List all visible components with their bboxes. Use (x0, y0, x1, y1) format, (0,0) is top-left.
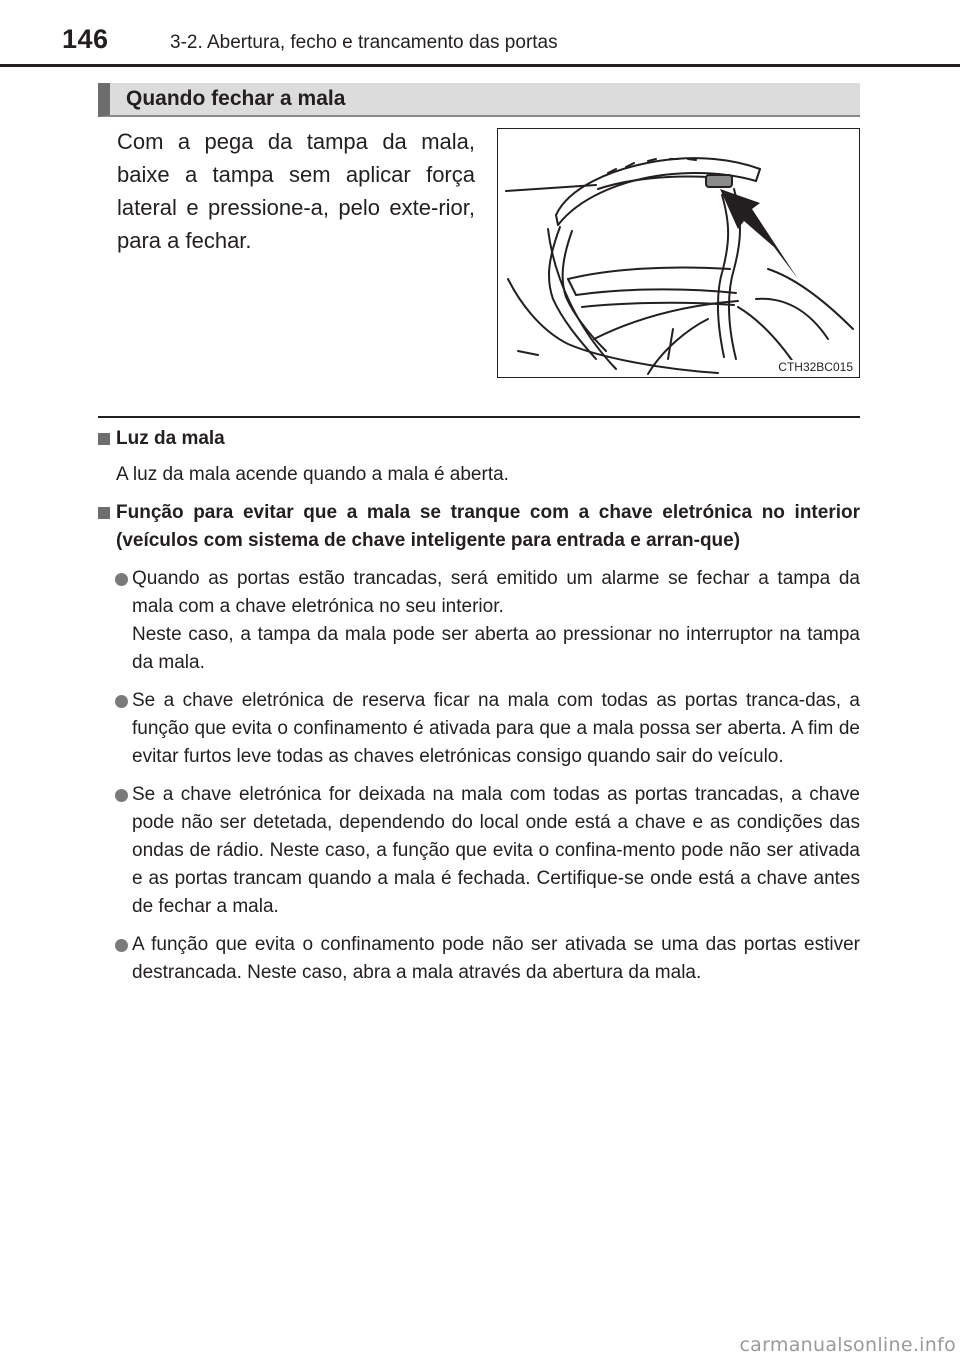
list-item-text: Se a chave eletrónica for deixada na mala com todas as portas trancadas, a chave pode não ser detetada, dependendo do local onde está a chave e as condições das ondas de rádio. Neste caso, a função que evita o confina-mento pode não ser ativada e as portas trancam quando a mala é fechada. Certifique-se onde está a chave antes de fechar a mala. (132, 784, 860, 917)
note-heading-text: Função para evitar que a mala se tranque com a chave eletrónica no interior (veículos com sistema de chave inteligente para entrada e arran-que) (116, 502, 860, 551)
square-bullet-icon (98, 433, 110, 445)
chapter-title: 3-2. Abertura, fecho e trancamento das portas (170, 32, 558, 53)
round-bullet-icon (115, 573, 128, 586)
section-title: Quando fechar a mala (126, 87, 346, 110)
list-item-text: A função que evita o confinamento pode não ser ativada se uma das portas estiver destrancada. Neste caso, abra a mala através da abertura da mala. (132, 934, 860, 983)
pointer-arrow-icon (720, 189, 798, 279)
square-bullet-icon (98, 507, 110, 519)
header-rule (0, 64, 960, 67)
section-header (98, 83, 860, 117)
round-bullet-icon (115, 939, 128, 952)
list-item-text: Quando as portas estão trancadas, será emitido um alarme se fechar a tampa da mala com a chave eletrónica no seu interior. (132, 568, 860, 617)
page-number: 146 (62, 24, 109, 54)
notes-section (98, 425, 860, 987)
list-item (98, 781, 860, 921)
list-item (98, 687, 860, 771)
list-item (98, 931, 860, 987)
section-divider (98, 416, 860, 418)
intro-text: Com a pega da tampa da mala, baixe a tampa sem aplicar força lateral e pressione-a, pelo exte-rior, para a fechar. (117, 129, 475, 253)
figure-code: CTH32BC015 (778, 360, 853, 374)
note-heading-trunk-light (98, 425, 860, 453)
note-body-trunk-light: A luz da mala acende quando a mala é aberta. (116, 464, 509, 485)
list-item-continuation: Neste caso, a tampa da mala pode ser aberta ao pressionar no interruptor na tampa da mala. (132, 624, 860, 673)
trunk-lid-drawing (498, 129, 860, 378)
list-item-text: Se a chave eletrónica de reserva ficar na mala com todas as portas tranca-das, a função que evita o confinamento é ativada para que a mala possa ser aberta. A fim de evitar furtos leve todas as chaves eletrónicas consigo quando sair do veículo. (132, 690, 860, 767)
note-heading-text: Luz da mala (116, 428, 225, 449)
round-bullet-icon (115, 695, 128, 708)
trunk-illustration (497, 128, 860, 378)
note-heading-anti-lockin (98, 499, 860, 555)
watermark: carmanualsonline.info (739, 1334, 956, 1356)
round-bullet-icon (115, 789, 128, 802)
list-item (98, 565, 860, 621)
